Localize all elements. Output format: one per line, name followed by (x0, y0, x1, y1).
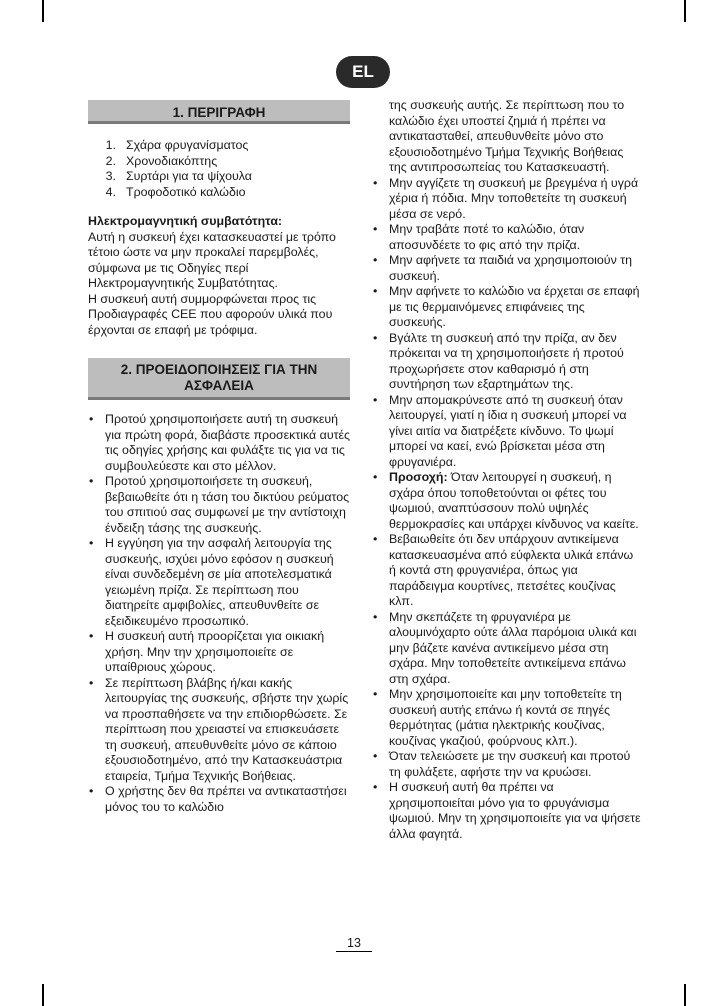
list-item: • Προτού χρησιμοποιήσετε αυτή τη συσκευή για πρώτη φορά, διαβάστε προσεκτικά αυτές τις οδηγίες χρήσης και φυλάξτε τις για να τις συμβουλεύεστε και στο μέλλον. (88, 412, 350, 474)
list-item: • Ο χρήστης δεν θα πρέπει να αντικαταστήσει μόνος του το καλώδιο (88, 784, 350, 815)
item-number: 4. (105, 184, 116, 199)
item-text: Σχάρα φρυγανίσματος (126, 138, 249, 152)
caution-label: Προσοχή: (389, 470, 448, 484)
item-text: Όταν λειτουργεί η συσκευή, η σχάρα όπου τοποθετούνται οι φέτες του ψωμιού, αναπτύσσουν πολύ υψηλές θερμοκρασίες και υπάρχει κίνδυνος να καείτε. (389, 470, 639, 531)
section-1-heading: 1. ΠΕΡΙΓΡΑΦΗ (88, 100, 350, 124)
list-item: • Σε περίπτωση βλάβης ή/και κακής λειτουργίας της συσκευής, σβήστε την χωρίς να προσπαθήσετε να την επιδιορθώσετε. Σε περίπτωση που χρειαστεί να επισκευάσετε τη συσκευή, απευθυνθείτε μόνο σε κάποιο εξουσιοδοτημένο, από την Κατασκευάστρια εταιρεία, Τμήμα Τεχνικής Βοήθειας. (88, 676, 350, 785)
item-text: Μην αφήνετε το καλώδιο να έρχεται σε επαφή με τις θερμαινόμενες επιφάνειες της συσκευής. (389, 284, 640, 329)
safety-list-right (372, 176, 642, 843)
item-text: Μην σκεπάζετε τη φρυγανιέρα με αλουμινόχαρτο ούτε άλλα παρόμοια υλικά και μην βάζετε κανένα αντικείμενο μέσα στη σχάρα. Μην τοποθετείτε αντικείμενα επάνω στη σχάρα. (389, 609, 637, 686)
item-text: Μην αγγίζετε τη συσκευή με βρεγμένα ή υγρά χέρια ή πόδια. Μην τοποθετείτε τη συσκευή μέσα σε νερό. (389, 175, 639, 221)
list-item (372, 749, 642, 780)
item-text: Βγάλτε τη συσκευή από την πρίζα, αν δεν πρόκειται να τη χρησιμοποιήσετε ή προτού προχωρήσετε στον καθαρισμό ή στη συντήρηση των εξαρτημάτων της. (389, 330, 624, 391)
emc-title: Ηλεκτρομαγνητική συμβατότητα: (88, 214, 283, 228)
item-text: Χρονοδιακόπτης (126, 153, 218, 168)
item-text: Συρτάρι για τα ψίχουλα (126, 169, 252, 183)
list-item (372, 284, 642, 331)
list-item (372, 222, 642, 253)
list-item: • Η συσκευή αυτή προορίζεται για οικιακή χρήση. Μην την χρησιμοποιείτε σε υπαίθριους χώρους. (88, 629, 350, 676)
list-item (372, 331, 642, 393)
item-text: Όταν τελειώσετε με την συσκευή και προτού τη φυλάξετε, αφήστε την να κρυώσει. (389, 749, 631, 779)
crop-mark (684, 984, 686, 1006)
right-column (372, 98, 642, 842)
item-text: Μην απομακρύνεστε από τη συσκευή όταν λειτουργεί, γιατί η ίδια η συσκευή μπορεί να γίνει αιτία να διατρέξετε κίνδυνο. Το ψωμί μπορεί να καεί, ενώ βρίσκεται μέσα στη φρυγανιέρα. (389, 392, 627, 469)
item-text: Τροφοδοτικό καλώδιο (126, 184, 246, 199)
section-2-heading: 2. ΠΡΟΕΙΔΟΠΟΙΗΣΕΙΣ ΓΙΑ ΤΗΝ ΑΣΦΑΛΕΙΑ (88, 358, 350, 400)
list-item (88, 185, 350, 201)
item-text: Βεβαιωθείτε ότι δεν υπάρχουν αντικείμενα κατασκευασμένα από εύφλεκτα υλικά επάνω ή κοντά στη φρυγανιέρα, όπως για παράδειγμα κουρτίνες, πετσέτες κουζίνας κλπ. (389, 532, 634, 608)
item-text: Μην αφήνετε τα παιδιά να χρησιμοποιούν τη συσκευή. (389, 253, 632, 283)
continued-paragraph: της συσκευής αυτής. Σε περίπτωση που το καλώδιο έχει υποστεί ζημιά ή πρέπει να αντικατασταθεί, απευθυνθείτε μόνο στο εξουσιοδοτημένο Τμήμα Τεχνικής Βοήθειας της αντιπροσωπείας του Κατασκευαστή. (389, 98, 625, 174)
list-item (372, 470, 642, 532)
language-badge: EL (336, 56, 390, 88)
list-item (88, 138, 350, 154)
item-number: 1. (105, 138, 116, 152)
list-item (372, 532, 642, 610)
list-item (372, 687, 642, 749)
parts-list (88, 138, 350, 200)
cee-paragraph: Η συσκευή αυτή συμμορφώνεται προς τις Προδιαγραφές CEE που αφορούν υλικά που έρχονται σε επαφή με τρόφιμα. (88, 291, 333, 337)
left-column (88, 98, 350, 815)
item-text: Μην χρησιμοποιείτε και μην τοποθετείτε τη συσκευή αυτής επάνω ή κοντά σε πηγές θερμότητας (μάτια ηλεκτρικής κουζίνας, κουζίνας γκαζιού, φούρνους κλπ.). (389, 687, 622, 748)
item-number: 3. (105, 169, 116, 183)
crop-mark (42, 0, 44, 22)
item-text: Μην τραβάτε ποτέ το καλώδιο, όταν αποσυνδέετε το φις από την πρίζα. (389, 222, 585, 252)
list-item (372, 610, 642, 688)
crop-mark (684, 0, 686, 22)
list-item (88, 154, 350, 170)
item-number: 2. (105, 153, 116, 168)
list-item: • Η εγγύηση για την ασφαλή λειτουργία της συσκευής, ισχύει μόνο εφόσον η συσκευή είναι συνδεδεμένη σε μία αποτελεσματικά γειωμένη πρίζα. Σε περίπτωση που διατηρείτε αμφιβολίες, απευθυνθείτε σε εξειδικευμένο προσωπικό. (88, 536, 350, 629)
list-item (372, 253, 642, 284)
list-item: • Προτού χρησιμοποιήσετε τη συσκευή, βεβαιωθείτε ότι η τάση του δικτύου ρεύματος του σπιτιού σας συμφωνεί με την αντίστοιχη ένδειξη τάσης της συσκευής. (88, 474, 350, 536)
crop-mark (42, 984, 44, 1006)
list-item (372, 176, 642, 223)
list-item (372, 393, 642, 471)
list-item (88, 169, 350, 185)
item-text: Η συσκευή αυτή θα πρέπει να χρησιμοποιείται μόνο για το φρυγάνισμα ψωμιού. Μην τη χρησιμοποιείτε για να ψήσετε άλλα φαγητά. (389, 780, 641, 841)
safety-list-left (88, 412, 350, 815)
page-number: 13 (336, 936, 372, 952)
list-item (372, 780, 642, 842)
emc-paragraph: Αυτή η συσκευή έχει κατασκευαστεί με τρόπο τέτοιο ώστε να μην προκαλεί παρεμβολές, σύμφωνα με τις Οδηγίες περί Ηλεκτρομαγνητικής Συμβατότητας. (88, 229, 336, 290)
